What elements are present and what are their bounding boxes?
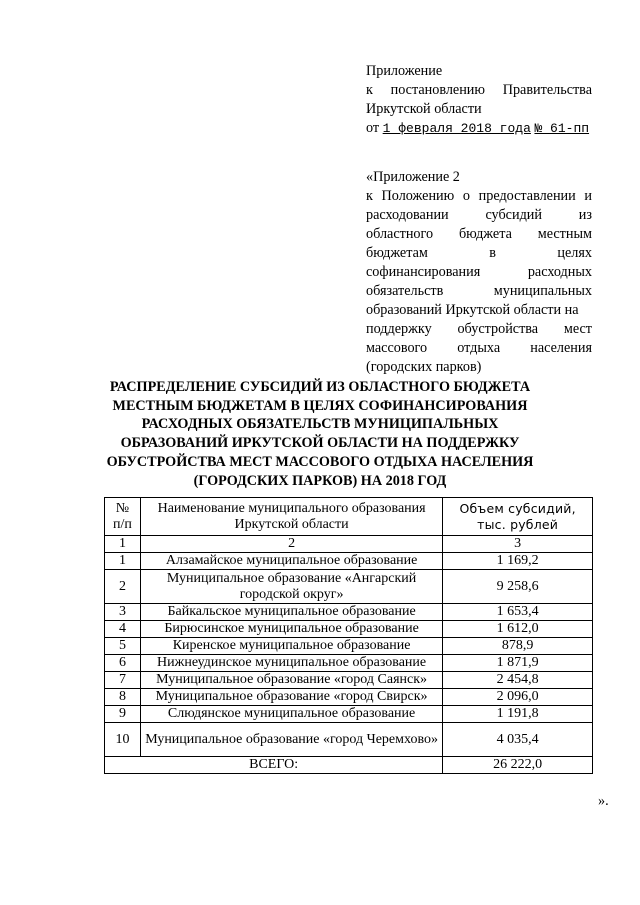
row-number: 1 xyxy=(105,553,141,570)
document-title xyxy=(80,378,560,490)
table-header-row xyxy=(105,498,593,536)
row-name: Нижнеудинское муниципальное образование xyxy=(140,655,442,672)
header-number: № п/п xyxy=(105,498,141,536)
appendix2-line: областного бюджета местным xyxy=(366,226,592,242)
table-row xyxy=(105,604,593,621)
column-number: 3 xyxy=(443,536,593,553)
appendix2-block xyxy=(366,168,592,377)
row-name: Байкальское муниципальное образование xyxy=(140,604,442,621)
row-sum: 1 612,0 xyxy=(443,621,593,638)
row-number: 6 xyxy=(105,655,141,672)
title-line: РАСПРЕДЕЛЕНИЕ СУБСИДИЙ ИЗ ОБЛАСТНОГО БЮДЖЕТА xyxy=(109,379,531,395)
appendix2-line: «Приложение 2 xyxy=(366,169,460,185)
appendix2-line: обязательств муниципальных xyxy=(366,283,592,299)
row-sum: 878,9 xyxy=(443,638,593,655)
title-line: (ГОРОДСКИХ ПАРКОВ) НА 2018 ГОД xyxy=(193,472,447,489)
appendix2-line: массового отдыха населения xyxy=(366,340,592,356)
row-sum: 1 871,9 xyxy=(443,655,593,672)
title-line: ОБУСТРОЙСТВА МЕСТ МАССОВОГО ОТДЫХА НАСЕЛЕНИЯ xyxy=(106,453,534,470)
row-name: Алзамайское муниципальное образование xyxy=(140,553,442,570)
header-name: Наименование муниципального образования Иркутской области xyxy=(140,498,442,536)
appendix-resolution: к постановлению Правительства xyxy=(366,82,592,98)
row-number: 8 xyxy=(105,689,141,706)
row-sum: 1 169,2 xyxy=(443,553,593,570)
appendix2-line: поддержку обустройства мест xyxy=(366,321,592,337)
subsidy-table xyxy=(104,497,593,774)
appendix2-line: к Положению о предоставлении и xyxy=(366,188,592,204)
row-sum: 1 653,4 xyxy=(443,604,593,621)
column-number: 2 xyxy=(140,536,442,553)
table-row xyxy=(105,655,593,672)
table-row xyxy=(105,553,593,570)
column-number-row xyxy=(105,536,593,553)
row-number: 7 xyxy=(105,672,141,689)
row-number: 9 xyxy=(105,706,141,723)
title-line: ОБРАЗОВАНИЙ ИРКУТСКОЙ ОБЛАСТИ НА ПОДДЕРЖКУ xyxy=(120,435,520,452)
row-number: 2 xyxy=(105,570,141,604)
table-row xyxy=(105,689,593,706)
header-sum: Объем субсидий, тыс. рублей xyxy=(443,498,593,536)
row-sum: 4 035,4 xyxy=(443,723,593,757)
row-number: 5 xyxy=(105,638,141,655)
row-number: 3 xyxy=(105,604,141,621)
appendix-header xyxy=(366,62,592,138)
row-number: 10 xyxy=(105,723,141,757)
total-label: ВСЕГО: xyxy=(105,757,443,774)
table-row xyxy=(105,706,593,723)
appendix-region: Иркутской области xyxy=(366,101,482,117)
row-number: 4 xyxy=(105,621,141,638)
row-name: Муниципальное образование «город Свирск» xyxy=(140,689,442,706)
row-name: Муниципальное образование «город Черемхово» xyxy=(140,723,442,757)
row-name: Муниципальное образование «город Саянск» xyxy=(140,672,442,689)
total-sum: 26 222,0 xyxy=(443,757,593,774)
appendix-date-prefix: от xyxy=(366,120,380,136)
row-sum: 2 454,8 xyxy=(443,672,593,689)
row-name: Бирюсинское муниципальное образование xyxy=(140,621,442,638)
appendix-date: 1 февраля 2018 года xyxy=(382,121,531,136)
row-sum: 2 096,0 xyxy=(443,689,593,706)
title-line: МЕСТНЫМ БЮДЖЕТАМ В ЦЕЛЯХ СОФИНАНСИРОВАНИЯ xyxy=(112,397,528,414)
appendix2-line: софинансирования расходных xyxy=(366,264,592,280)
appendix-number: № 61-пп xyxy=(534,121,590,136)
row-name: Киренское муниципальное образование xyxy=(140,638,442,655)
row-sum: 1 191,8 xyxy=(443,706,593,723)
appendix-date-line xyxy=(366,119,592,138)
appendix2-line: образований Иркутской области на xyxy=(366,302,579,318)
appendix2-line: (городских парков) xyxy=(366,359,482,375)
total-row xyxy=(105,757,593,774)
row-name: Муниципальное образование «Ангарский городской округ» xyxy=(140,570,442,604)
table-row xyxy=(105,621,593,638)
table-row xyxy=(105,570,593,604)
table-row xyxy=(105,672,593,689)
appendix2-line: бюджетам в целях xyxy=(366,245,592,261)
title-line: РАСХОДНЫХ ОБЯЗАТЕЛЬСТВ МУНИЦИПАЛЬНЫХ xyxy=(141,416,499,433)
column-number: 1 xyxy=(105,536,141,553)
closing-quote: ». xyxy=(598,793,609,809)
table-row xyxy=(105,723,593,757)
appendix2-line: расходовании субсидий из xyxy=(366,207,592,223)
table-row xyxy=(105,638,593,655)
row-name: Слюдянское муниципальное образование xyxy=(140,706,442,723)
appendix-label: Приложение xyxy=(366,63,443,79)
row-sum: 9 258,6 xyxy=(443,570,593,604)
